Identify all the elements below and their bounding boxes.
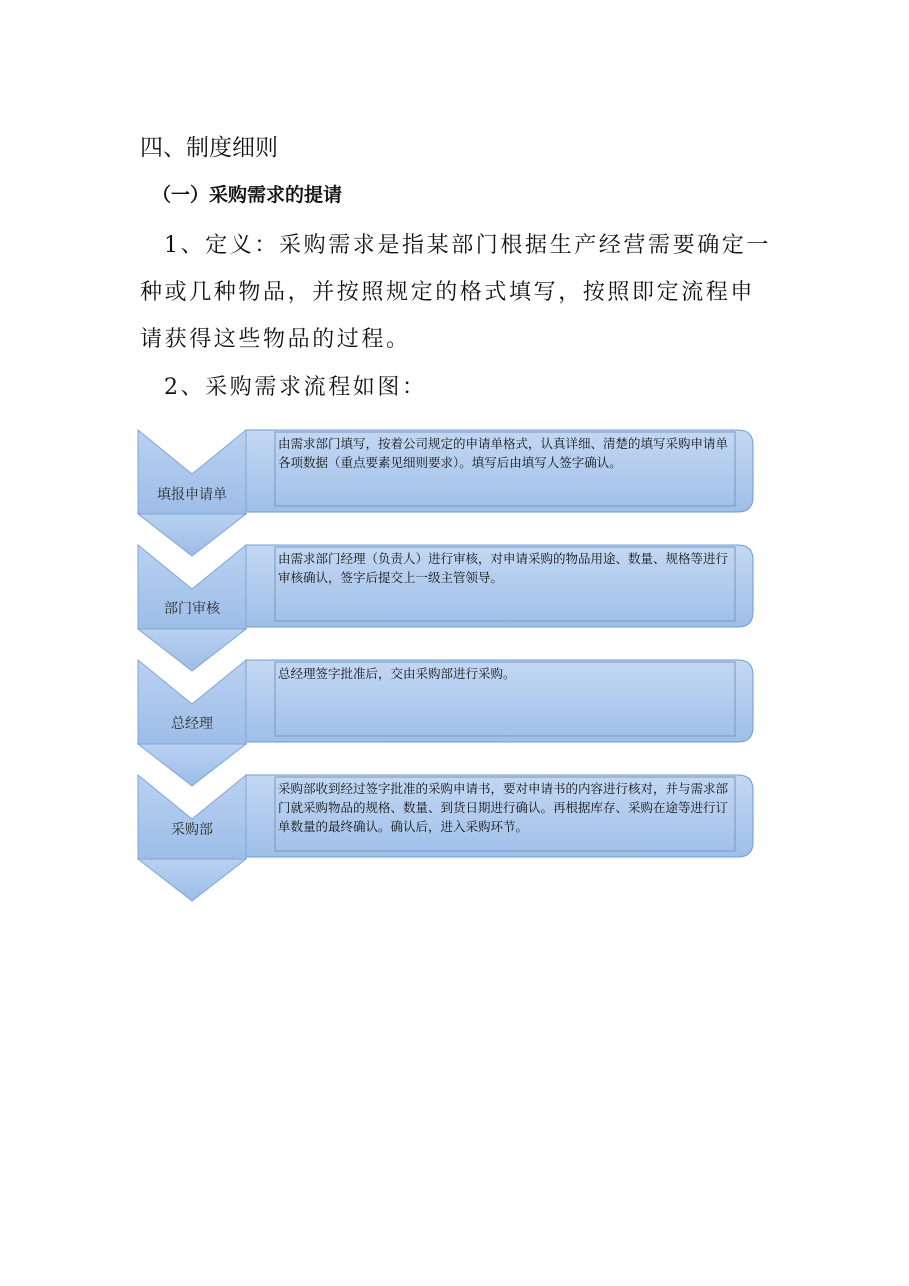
step-4-arrow	[138, 859, 246, 901]
step-3-arrow	[138, 744, 246, 786]
step-1-label: 填报申请单	[157, 487, 227, 503]
step-1-text: 由需求部门填写，按着公司规定的申请单格式，认真详细、清楚的填写采购申请单各项数据（重点要素见细则要求）。填写后由填写人签字确认。	[278, 436, 729, 470]
step-1-arrow	[138, 514, 246, 556]
step-2-arrow	[138, 629, 246, 671]
step-4-chevron	[138, 775, 246, 859]
definition-paragraph: 1、定义：采购需求是指某部门根据生产经营需要确定一种或几种物品，并按照规定的格式填写，按照即定流程申请获得这些物品的过程。	[140, 233, 771, 352]
step-3-text: 总经理签字批准后，交由采购部进行采购。	[278, 666, 516, 681]
step-3-label: 总经理	[171, 716, 213, 732]
step-2-label: 部门审核	[164, 601, 220, 617]
step-4-text: 采购部收到经过签字批准的采购申请书，要对申请书的内容进行核对，并与需求部门就采购物品的规格、数量、到货日期进行确认。再根据库存、采购在途等进行订单数量的最终确认。确认后，进入采购环节。	[278, 781, 729, 834]
subsection-title: （一）采购需求的提请	[152, 184, 343, 206]
step-2-text: 由需求部门经理（负责人）进行审核，对申请采购的物品用途、数量、规格等进行审核确认，签字后提交上一级主管领导。	[278, 551, 729, 585]
step-4-label: 采购部	[171, 822, 213, 838]
flow-intro-paragraph: 2、采购需求流程如图：	[164, 375, 427, 400]
section-title: 四、制度细则	[140, 135, 278, 161]
